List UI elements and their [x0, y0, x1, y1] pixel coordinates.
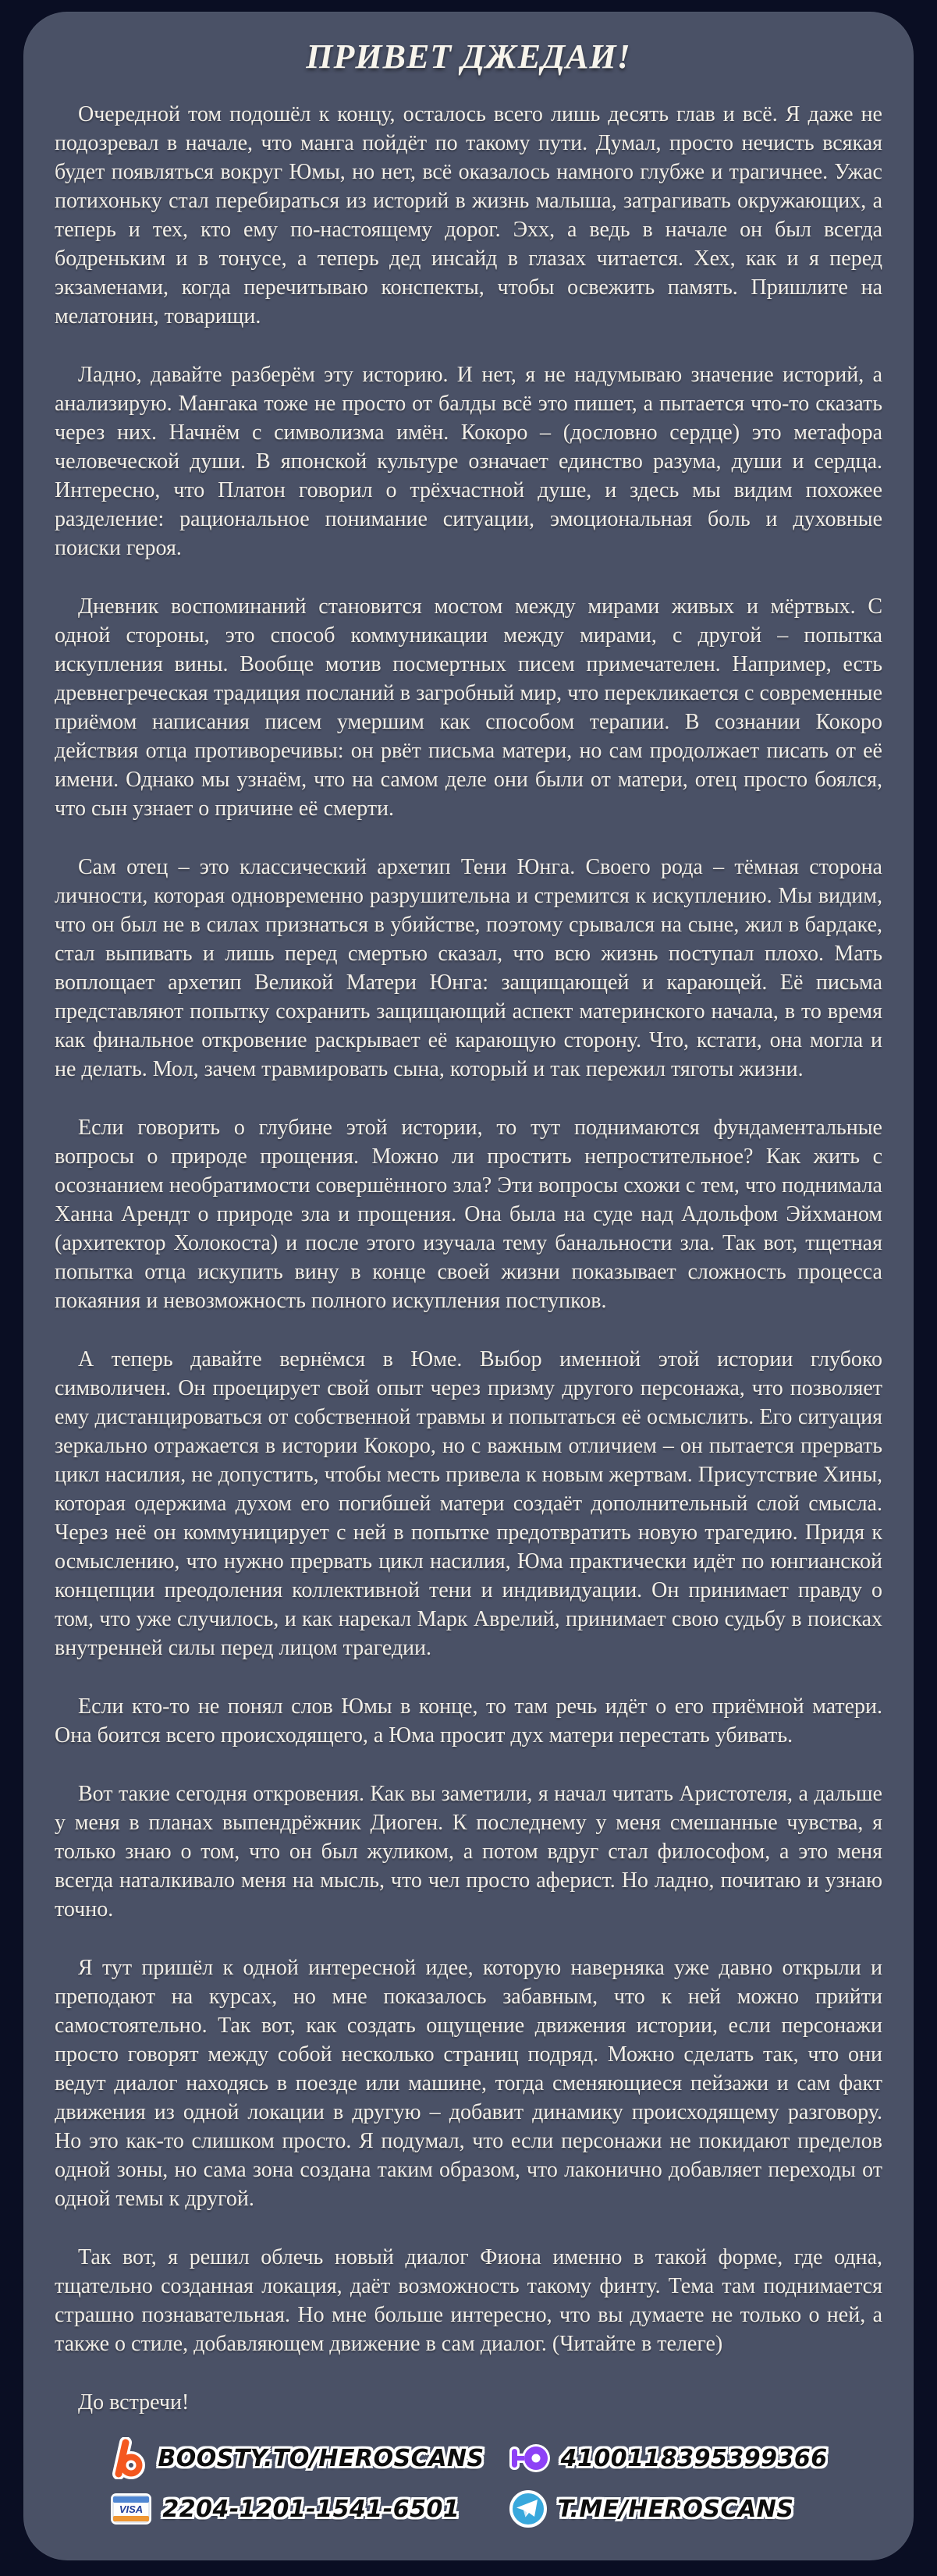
afterword-text: [55, 100, 882, 2417]
telegram-icon: [508, 2489, 548, 2529]
paragraph: А теперь давайте вернёмся в Юме. Выбор именной этой истории глубоко символичен. Он проецирует свой опыт через призму другого персонажа, что позволяет ему дистанцироваться от собственной травмы и попытаться её осмыслить. Его ситуация зеркально отражается в истории Кокоро, но с важным отличием – он пытается прервать цикл насилия, не допустить, чтобы месть привела к новым жертвам. Присутствие Хины, которая одержима духом его погибшей матери создаёт дополнительный слой смысла. Через неё он коммуницирует с ней в попытке предотвратить новую трагедию. Придя к осмыслению, что нужно прервать цикл насилия, Юма практически идёт по юнгианской концепции преодоления коллективной тени и индивидуации. Он принимает правду о том, что уже случилось, и как нарекал Марк Аврелий, принимает свою судьбу в поисках внутренней силы перед лицом трагедии.: [55, 1347, 882, 1660]
boosty-url: BOOSTY.TO/HEROSCANS: [158, 2444, 484, 2472]
telegram-link: [508, 2489, 828, 2529]
paragraph: Очередной том подошёл к концу, осталось всего лишь десять глав и всё. Я даже не подозревал в начале, что манга пойдёт по такому пути. Думал, просто нечисть всякая будет появляться вокруг Юмы, но нет, всё оказалось намного глубже и трагичнее. Ужас потихоньку стал перебираться из историй в жизнь малыша, затрагивать окружающих, а теперь и тех, кто ему по-настоящему дорог. Эхх, а ведь в начале он был всегда бодреньким и в тонусе, а теперь дед инсайд в глазах читается. Хех, как и я перед экзаменами, когда перечитываю конспекты, чтобы освежить память. Пришлите на мелатонин, товарищи.: [55, 102, 882, 328]
farewell-line: До встречи!: [78, 2390, 190, 2415]
afterword-card: [23, 12, 914, 2560]
yoomoney-number: 4100118395399366: [560, 2444, 828, 2472]
paragraph: Если кто-то не понял слов Юмы в конце, то там речь идёт о его приёмной матери. Она боится всего происходящего, а Юма просит дух матери перестать убивать.: [55, 1694, 882, 1747]
support-links: [55, 2417, 882, 2534]
boosty-icon: [109, 2437, 148, 2479]
paragraph: Сам отец – это классический архетип Тени Юнга. Своего рода – тёмная сторона личности, которая одновременно разрушительна и стремится к искуплению. Мы видим, что он был не в силах признаться в убийстве, поэтому срывался на сыне, жил в бардаке, стал выпивать и лишь перед смертью сказал, что всю жизнь поступал плохо. Мать воплощает архетип Великой Матери Юнга: защищающей и карающей. Её письма представляют попытку сохранить защищающий аспект материнского начала, в то время как финальное откровение раскрывает её карающую сторону. Что, кстати, она могла и не делать. Мол, зачем травмировать сына, который и так пережил тяготы жизни.: [55, 855, 882, 1081]
paragraph: Так вот, я решил облечь новый диалог Фиона именно в такой форме, где одна, тщательно созданная локация, даёт возможность такому финту. Тема там поднимается страшно познавательная. Но мне больше интересно, что вы думаете не только о ней, а также о стиле, добавляющем движение в сам диалог. (Читайте в телеге): [55, 2245, 882, 2356]
svg-text:VISA: VISA: [119, 2503, 144, 2515]
paragraph: Вот такие сегодня откровения. Как вы заметили, я начал читать Аристотеля, а дальше у меня в планах выпендрёжник Диоген. К последнему у меня смешанные чувства, я только знаю о том, что он был жуликом, а потом вдруг стал философом, а это меня всегда наталкивало меня на мысль, что чел просто аферист. Но ладно, почитаю и узнаю точно.: [55, 1782, 882, 1921]
paragraph: Я тут пришёл к одной интересной идее, которую наверняка уже давно открыли и преподают на курсах, но мне показалось забавным, что к ней можно прийти самостоятельно. Так вот, как создать ощущение движения истории, если персонажи просто говорят между собой несколько страниц подряд. Можно сделать так, что они ведут диалог находясь в поезде или машине, тогда сменяющиеся пейзажи и сам факт движения из одной локации в другую – добавит динамику происходящему разговору. Но это как-то слишком просто. Я подумал, что если персонажи не покидают пределов одной зоны, но сама зона создана таким образом, что лаконично добавляет переходы от одной темы к другой.: [55, 1956, 882, 2211]
card-number: [109, 2491, 484, 2527]
yoomoney-wallet: [508, 2439, 828, 2478]
page-title: ПРИВЕТ ДЖЕДАИ!: [306, 37, 631, 76]
boosty-link: [109, 2437, 484, 2479]
yoomoney-icon: [508, 2439, 552, 2478]
paragraph: Дневник воспоминаний становится мостом между мирами живых и мёртвых. С одной стороны, это способ коммуникации между мирами, с другой – попытка искупления вины. Вообще мотив посмертных писем примечателен. Например, есть древнегреческая традиция посланий в загробный мир, что перекликается с современные приёмом написания писем умершим как способом терапии. В сознании Кокоро действия отца противоречивы: он рвёт письма матери, но сам продолжает писать от её имени. Однако мы узнаём, что на самом деле они были от матери, отец просто боялся, что сын узнает о причине её смерти.: [55, 594, 882, 821]
paragraph: Ладно, давайте разберём эту историю. И нет, я не надумываю значение историй, а анализирую. Мангака тоже не просто от балды всё это пишет, а пытается что-то сказать через них. Начнём с символизма имён. Кокоро – (дословно сердце) это метафора человеческой души. В японской культуре означает единство разума, души и сердца. Интересно, что Платон говорил о трёхчастной душе, и здесь мы видим похожее разделение: рациональное понимание ситуации, эмоциональная боль и духовные поиски героя.: [55, 363, 882, 560]
paragraph: Если говорить о глубине этой истории, то тут поднимаются фундаментальные вопросы о природе прощения. Можно ли простить непростительное? Как жить с осознанием необратимости совершённого зла? Эти вопросы схожи с тем, что поднимала Ханна Арендт о природе зла и прощения. Она была на суде над Адольфом Эйхманом (архитектор Холокоста) и после этого изучала тему банальности зла. Так вот, тщетная попытка отца искупить вину в конце своей жизни показывает сложность процесса покаяния и невозможность полного искупления поступков.: [55, 1116, 882, 1313]
visa-card-icon: [109, 2491, 153, 2527]
telegram-url: T.ME/HEROSCANS: [557, 2495, 794, 2523]
card-number-text: 2204-1201-1541-6501: [162, 2495, 460, 2523]
